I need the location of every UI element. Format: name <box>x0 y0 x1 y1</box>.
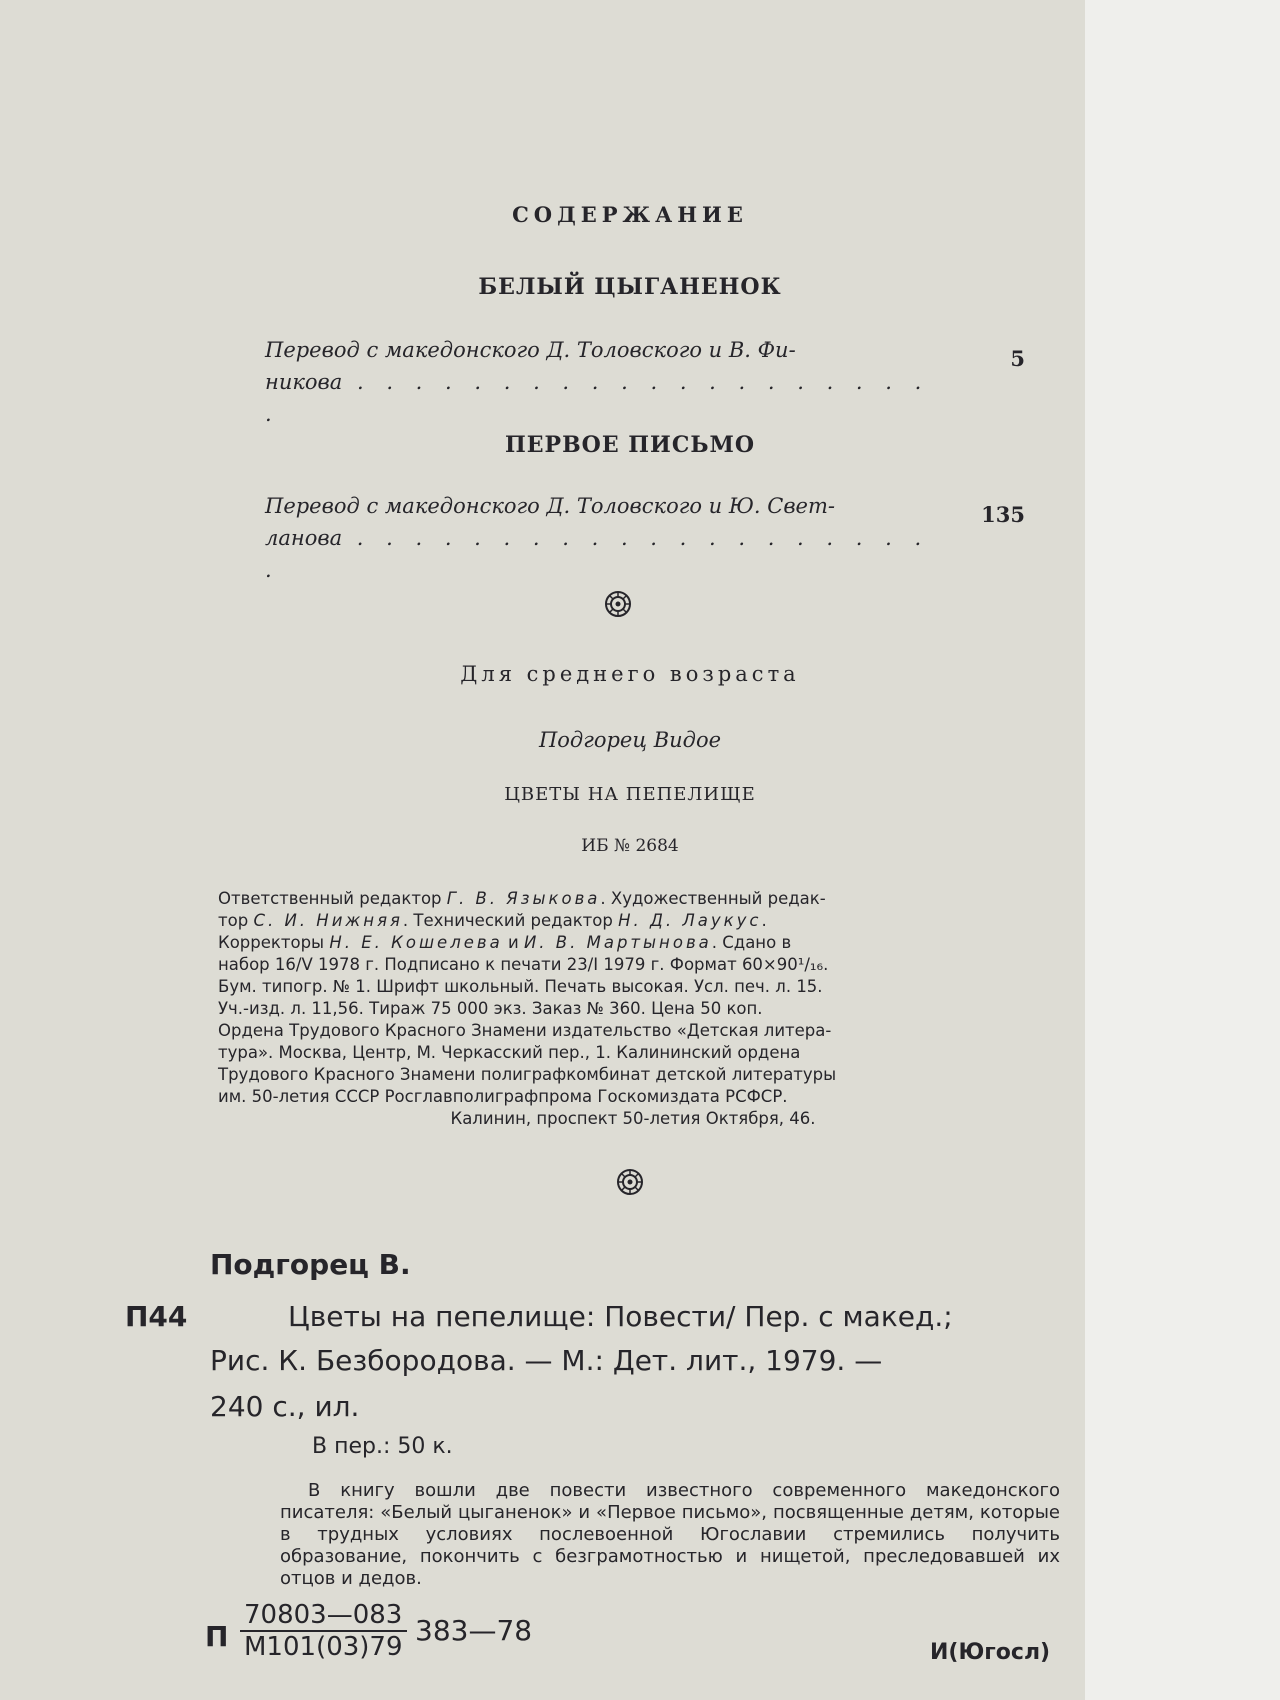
catalog-author: Подгорец В. <box>210 1248 411 1281</box>
imprint-text: тор <box>218 911 254 930</box>
toc-entry-2-line2: ланова <box>265 526 343 550</box>
imprint-text: . Технический редактор <box>402 911 619 930</box>
catalog-line-1: Цветы на пепелище: Повести/ Пер. с макед.; <box>288 1300 953 1333</box>
flower-ornament-icon <box>616 1168 644 1196</box>
code-denominator: М101(03)79 <box>244 1632 403 1662</box>
catalog-price: В пер.: 50 к. <box>312 1434 453 1459</box>
code-prefix: П <box>205 1620 229 1653</box>
imprint-text: Корректоры <box>218 933 330 952</box>
imprint-block <box>218 888 1048 1130</box>
contents-heading: СОДЕРЖАНИЕ <box>512 202 748 227</box>
flower-ornament-icon <box>604 590 632 618</box>
imprint-text: . Сдано в <box>711 933 792 952</box>
imprint-line: Трудового Красного Знамени полиграфкомбинат детской литературы <box>218 1065 837 1084</box>
imprint-line: набор 16/V 1978 г. Подписано к печати 23/I 1979 г. Формат 60×90¹/₁₆. <box>218 955 829 974</box>
proofreader-name: И. В. Мартынова <box>523 933 712 952</box>
toc-entry-2 <box>265 490 1025 582</box>
catalog-line-3: 240 с., ил. <box>210 1390 360 1423</box>
toc-entry-2-line1: Перевод с македонского Д. Толовского и Ю. Свет- <box>265 494 835 518</box>
code-suffix: 383—78 <box>415 1614 533 1647</box>
art-editor-name: С. И. Нижняя <box>253 911 403 930</box>
catalog-code-fraction <box>240 1600 407 1662</box>
imprint-line: тура». Москва, Центр, М. Черкасский пер., 1. Калининский ордена <box>218 1043 801 1062</box>
proofreader-name: Н. Е. Кошелева <box>329 933 503 952</box>
page-edge-background <box>1085 0 1280 1700</box>
imprint-line: им. 50-летия СССР Росглавполиграфпрома Госкомиздата РСФСР. <box>218 1087 788 1106</box>
toc-leader-dots: . . . . . . . . . . . . . . . . . . . . . <box>265 526 930 582</box>
toc-entry-2-page: 135 <box>981 502 1025 527</box>
colophon-book-title: ЦВЕТЫ НА ПЕПЕЛИЩЕ <box>504 784 756 805</box>
imprint-text: . <box>761 911 767 930</box>
toc-entry-1-line1: Перевод с македонского Д. Толовского и В. Фи- <box>265 338 796 362</box>
toc-entry-1-line2: никова <box>265 370 343 394</box>
editor-name: Г. В. Языкова <box>446 889 601 908</box>
country-code: И(Югосл) <box>930 1640 1051 1665</box>
code-numerator: 70803—083 <box>240 1600 407 1632</box>
catalog-line-2: Рис. К. Безбородова. — М.: Дет. лит., 1979. — <box>210 1344 883 1377</box>
imprint-line: Бум. типогр. № 1. Шрифт школьный. Печать высокая. Усл. печ. л. 15. <box>218 977 823 996</box>
catalog-index: П44 <box>125 1300 188 1333</box>
audience-label: Для среднего возраста <box>460 662 800 686</box>
tech-editor-name: Н. Д. Лаукус <box>618 911 762 930</box>
story-title-1: БЕЛЫЙ ЦЫГАНЕНОК <box>478 274 782 300</box>
toc-entry-1-page: 5 <box>1010 346 1025 371</box>
book-annotation: В книгу вошли две повести известного современного македонского писателя: «Белый цыганенок» и «Первое письмо», посвященные детям, которые в трудных условиях послевоенной Югославии стремились получить образование, покончить с безграмотностью и нищетой, преследовавшей их отцов и дедов. <box>280 1480 1060 1589</box>
imprint-line: Ордена Трудового Красного Знамени издательство «Детская литера- <box>218 1021 832 1040</box>
colophon-author: Подгорец Видое <box>538 728 722 752</box>
imprint-text: и <box>502 933 524 952</box>
ib-number: ИБ № 2684 <box>581 836 679 856</box>
imprint-line: Уч.-изд. л. 11,56. Тираж 75 000 экз. Заказ № 360. Цена 50 коп. <box>218 999 763 1018</box>
imprint-text: . Художественный редак- <box>600 889 826 908</box>
imprint-line: Калинин, проспект 50-летия Октября, 46. <box>450 1109 816 1128</box>
toc-entry-1 <box>265 334 1025 426</box>
toc-leader-dots: . . . . . . . . . . . . . . . . . . . . . <box>265 370 930 426</box>
story-title-2: ПЕРВОЕ ПИСЬМО <box>504 432 755 458</box>
imprint-text: Ответственный редактор <box>218 889 447 908</box>
